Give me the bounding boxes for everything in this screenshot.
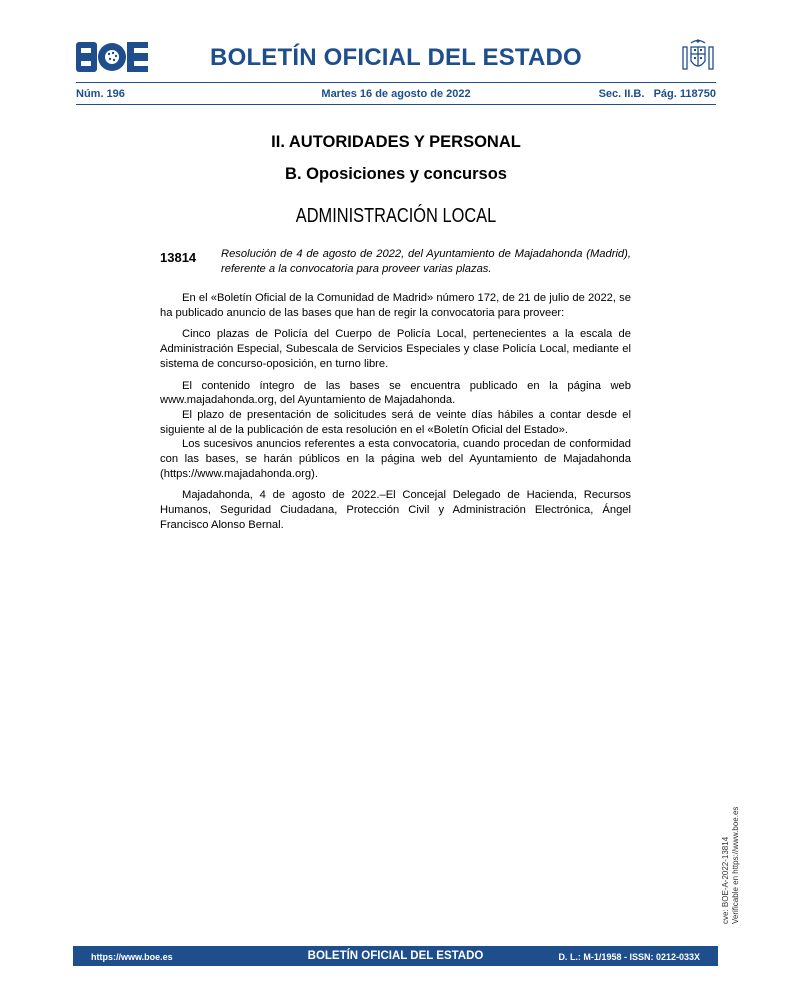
header-rule-top [76,82,716,83]
verification-note [721,807,741,924]
signature-paragraph: Majadahonda, 4 de agosto de 2022.–El Concejal Delegado de Hacienda, Recursos Humanos, Seguridad Ciudadana, Protección Civil y Administración Electrónica, Ángel Francisco Alonso Bernal. [160,489,631,531]
paragraph: El plazo de presentación de solicitudes será de veinte días hábiles a contar desde el siguiente al de la publicación de esta resolución en el «Boletín Oficial del Estado». [160,408,631,436]
paragraph: El contenido íntegro de las bases se encuentra publicado en la página web www.majadahonda.org, del Ayuntamiento de Majadahonda. [160,379,631,407]
issue-date: Martes 16 de agosto de 2022 [321,88,471,100]
header-rule-bottom [76,104,716,105]
boe-logo [76,42,148,72]
footer-url[interactable]: https://www.boe.es [91,952,173,962]
entry-number: 13814 [160,250,197,265]
issue-meta [76,88,716,102]
document-body [160,291,631,533]
footer-legal: D. L.: M-1/1958 - ISSN: 0212-033X [558,952,700,962]
paragraph: Los sucesivos anuncios referentes a esta convocatoria, cuando procedan de conformidad con las bases, se harán públicos en la página web del Ayuntamiento de Majadahonda (https://www.majadahonda.org). [160,438,631,480]
section-page: Sec. II.B. Pág. 118750 [598,88,716,100]
masthead-title: BOLETÍN OFICIAL DEL ESTADO [210,44,582,71]
cve-code: cve: BOE-A-2022-13814 [721,836,730,924]
paragraph: Cinco plazas de Policía del Cuerpo de Policía Local, pertenecientes a la escala de Administración Especial, Subescala de Servicios Especiales y clase Policía Local, mediante el sistema de concurso-oposición, en turno libre. [160,328,631,370]
issue-number: Núm. 196 [76,88,125,100]
paragraph: En el «Boletín Oficial de la Comunidad de Madrid» número 172, de 21 de julio de 2022, se ha publicado anuncio de las bases que han de regir la convocatoria para proveer: [160,292,631,319]
verify-link[interactable]: Verificable en https://www.boe.es [731,806,740,924]
footer-bar [73,946,718,966]
issuing-body-title: ADMINISTRACIÓN LOCAL [295,205,497,227]
coat-of-arms-icon [680,37,716,75]
footer-title: BOLETÍN OFICIAL DEL ESTADO [307,950,484,962]
entry-summary: Resolución de 4 de agosto de 2022, del Ayuntamiento de Majadahonda (Madrid), referente a la convocatoria para proveer varias plazas. [221,248,631,275]
subsection-title: B. Oposiciones y concursos [285,165,507,183]
section-title: II. AUTORIDADES Y PERSONAL [271,133,521,151]
